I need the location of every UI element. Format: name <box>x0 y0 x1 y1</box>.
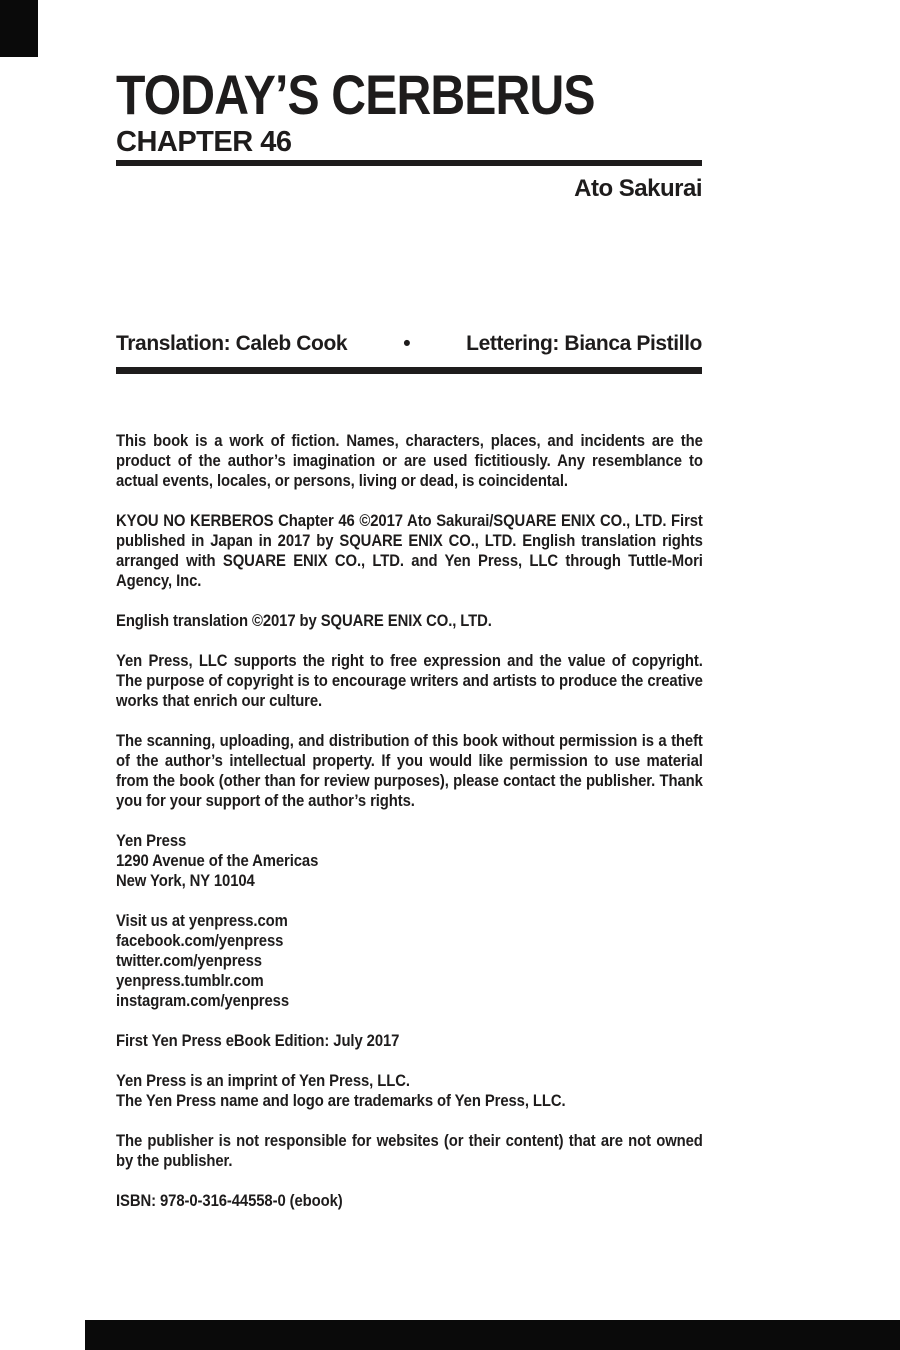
social-link-instagram: instagram.com/yenpress <box>116 992 289 1010</box>
publisher-name: Yen Press <box>116 832 187 850</box>
anti-piracy-notice: The scanning, uploading, and distribution of this book without permission is a theft of the author’s intellectual property. If you would like permission to use material from the book (other than for review purposes), please contact the publisher. Thank you for your support of the author’s rights. <box>116 732 703 810</box>
imprint-block <box>116 1071 703 1111</box>
title-rule <box>116 160 702 166</box>
english-translation-copyright: English translation ©2017 by SQUARE ENIX CO., LTD. <box>116 612 492 630</box>
author-name: Ato Sakurai <box>574 175 702 202</box>
publisher-address-line: New York, NY 10104 <box>116 872 255 890</box>
visit-line: Visit us at yenpress.com <box>116 912 288 930</box>
website-disclaimer: The publisher is not responsible for websites (or their content) that are not owned by the publisher. <box>116 1132 703 1170</box>
book-title: TODAY’S CERBERUS <box>116 63 595 126</box>
publisher-address <box>116 831 703 891</box>
free-expression-statement: Yen Press, LLC supports the right to free expression and the value of copyright. The purpose of copyright is to encourage writers and artists to produce the creative works that enrich our culture. <box>116 652 703 710</box>
corner-artwork-block <box>0 0 38 57</box>
imprint-line: Yen Press is an imprint of Yen Press, LLC. <box>116 1072 410 1090</box>
publisher-address-line: 1290 Avenue of the Americas <box>116 852 319 870</box>
social-link-tumblr: yenpress.tumblr.com <box>116 972 264 990</box>
imprint-line: The Yen Press name and logo are trademarks of Yen Press, LLC. <box>116 1092 566 1110</box>
social-link-twitter: twitter.com/yenpress <box>116 952 262 970</box>
colophon-text-column <box>116 431 703 1211</box>
social-links-block <box>116 911 703 1011</box>
letterer-credit: Lettering: Bianca Pistillo <box>466 332 702 355</box>
bottom-artwork-bar <box>85 1320 900 1350</box>
credits-rule <box>116 367 702 374</box>
fiction-disclaimer: This book is a work of fiction. Names, characters, places, and incidents are the product of the author’s imagination or are used fictitiously. Any resemblance to actual events, locales, or persons, living or dead, is coincidental. <box>116 432 703 490</box>
credits-row <box>116 332 702 355</box>
copyright-notice: KYOU NO KERBEROS Chapter 46 ©2017 Ato Sakurai/SQUARE ENIX CO., LTD. First published in Japan in 2017 by SQUARE ENIX CO., LTD. English translation rights arranged with SQUARE ENIX CO., LTD. and Yen Press, LLC through Tuttle-Mori Agency, Inc. <box>116 512 703 590</box>
chapter-heading: CHAPTER 46 <box>116 126 292 158</box>
translator-credit: Translation: Caleb Cook <box>116 332 348 355</box>
social-link-facebook: facebook.com/yenpress <box>116 932 284 950</box>
credit-separator-dot: • <box>403 332 411 355</box>
ebook-edition-line: First Yen Press eBook Edition: July 2017 <box>116 1032 400 1050</box>
isbn-line: ISBN: 978-0-316-44558-0 (ebook) <box>116 1192 343 1210</box>
